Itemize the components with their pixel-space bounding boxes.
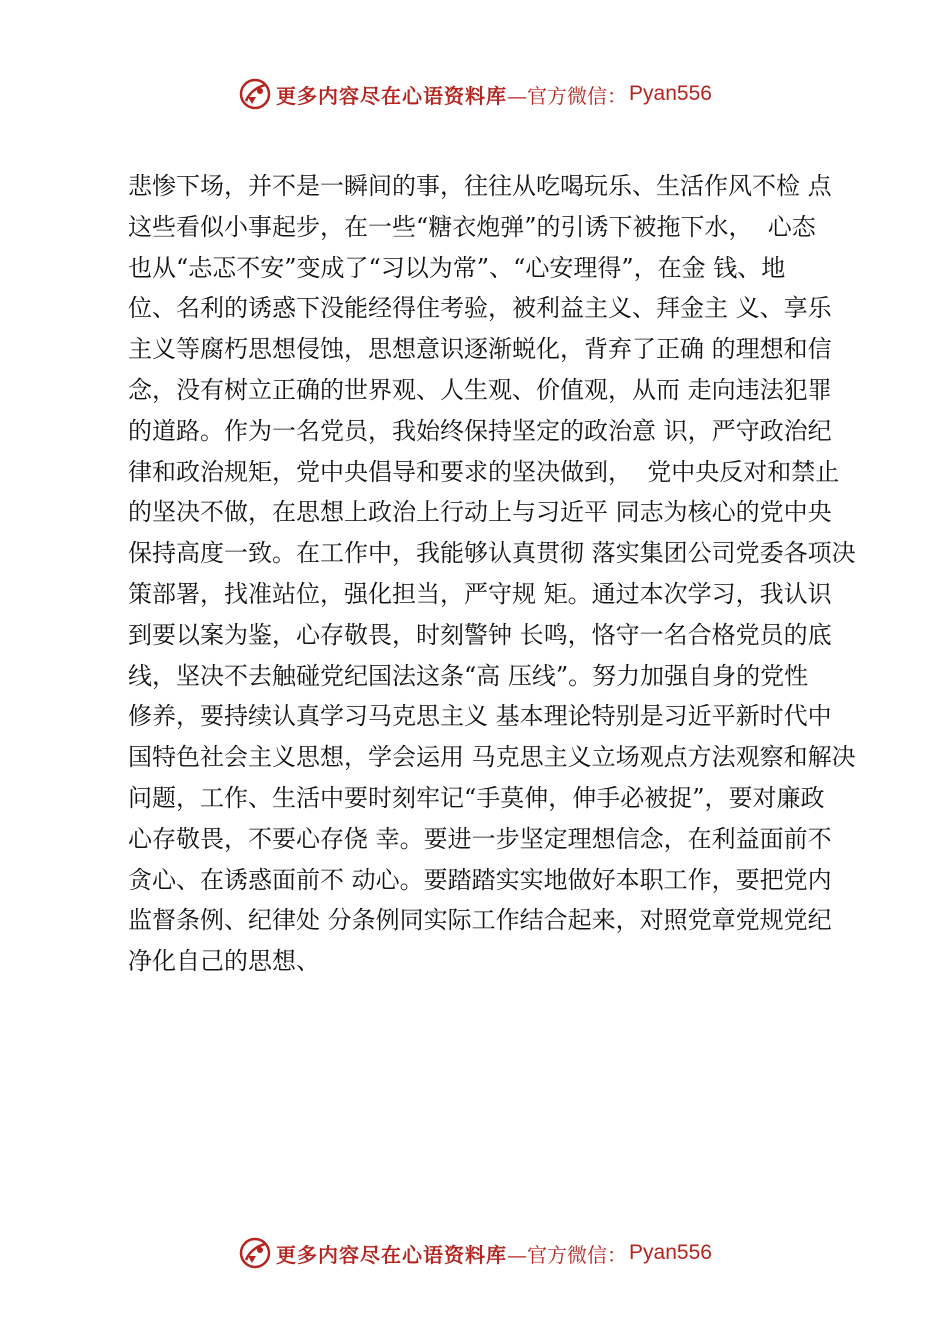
header-wechat-id: Pyan556 xyxy=(629,82,712,105)
body-line: 净化自己的思想、 xyxy=(128,947,320,976)
body-line: 问题，工作、生活中要时刻牢记“手莫伸，伸手必被捉”，要对廉政 xyxy=(128,783,825,812)
body-line: 律和政治规矩，党中央倡导和要求的坚决做到， 党中央反对和禁止 xyxy=(128,457,840,486)
body-line: 心存敬畏，不要心存侥 幸。要进一步坚定理想信念，在利益面前不 xyxy=(128,824,832,853)
body-line: 悲惨下场，并不是一瞬间的事，往往从吃喝玩乐、生活作风不检 点 xyxy=(128,172,832,200)
body-line: 国特色社会主义思想，学会运用 马克思主义立场观点方法观察和解决 xyxy=(128,743,856,772)
body-line: 到要以案为鉴，心存敬畏，时刻警钟 长鸣，恪守一名合格党员的底 xyxy=(128,620,832,649)
document-body xyxy=(128,166,868,982)
body-line: 位、名利的诱惑下没能经得住考验，被利益主义、拜金主 义、享乐 xyxy=(128,294,832,323)
footer-wechat-label: —官方微信： xyxy=(507,1242,628,1267)
body-line: 修养，要持续认真学习马克思主义 基本理论特别是习近平新时代中 xyxy=(128,702,832,731)
body-line: 的坚决不做，在思想上政治上行动上与习近平 同志为核心的党中央 xyxy=(128,498,832,527)
footer-wechat-id: Pyan556 xyxy=(629,1241,712,1264)
footer-banner xyxy=(0,1231,950,1275)
body-line: 贪心、在诱惑面前不 动心。要踏踏实实地做好本职工作，要把党内 xyxy=(128,865,832,894)
body-line: 念，没有树立正确的世界观、人生观、价值观，从而 走向违法犯罪 xyxy=(128,375,832,404)
body-line: 保持高度一致。在工作中，我能够认真贯彻 落实集团公司党委各项决 xyxy=(128,539,856,568)
body-line: 也从“忐忑不安”变成了“习以为常”、“心安理得”，在金 钱、地 xyxy=(128,253,786,282)
body-line: 线，坚决不去触碰党纪国法这条“高 压线”。努力加强自身的党性 xyxy=(128,661,809,690)
header-wechat-label: —官方微信： xyxy=(507,83,628,108)
header-brand-text: 更多内容尽在心语资料库 xyxy=(276,83,508,108)
brand-logo-icon xyxy=(238,1236,272,1270)
footer-brand-text: 更多内容尽在心语资料库 xyxy=(276,1242,508,1267)
body-line: 策部署，找准站位，强化担当，严守规 矩。通过本次学习，我认识 xyxy=(128,579,832,608)
body-line: 这些看似小事起步，在一些“糖衣炮弹”的引诱下被拖下水， 心态 xyxy=(128,212,816,241)
body-line: 主义等腐朽思想侵蚀，思想意识逐渐蜕化，背弃了正确 的理想和信 xyxy=(128,335,832,364)
body-line: 的道路。作为一名党员，我始终保持坚定的政治意 识，严守政治纪 xyxy=(128,416,832,445)
header-banner xyxy=(0,72,950,116)
brand-logo-icon xyxy=(238,77,272,111)
body-line: 监督条例、纪律处 分条例同实际工作结合起来，对照党章党规党纪 xyxy=(128,906,832,935)
